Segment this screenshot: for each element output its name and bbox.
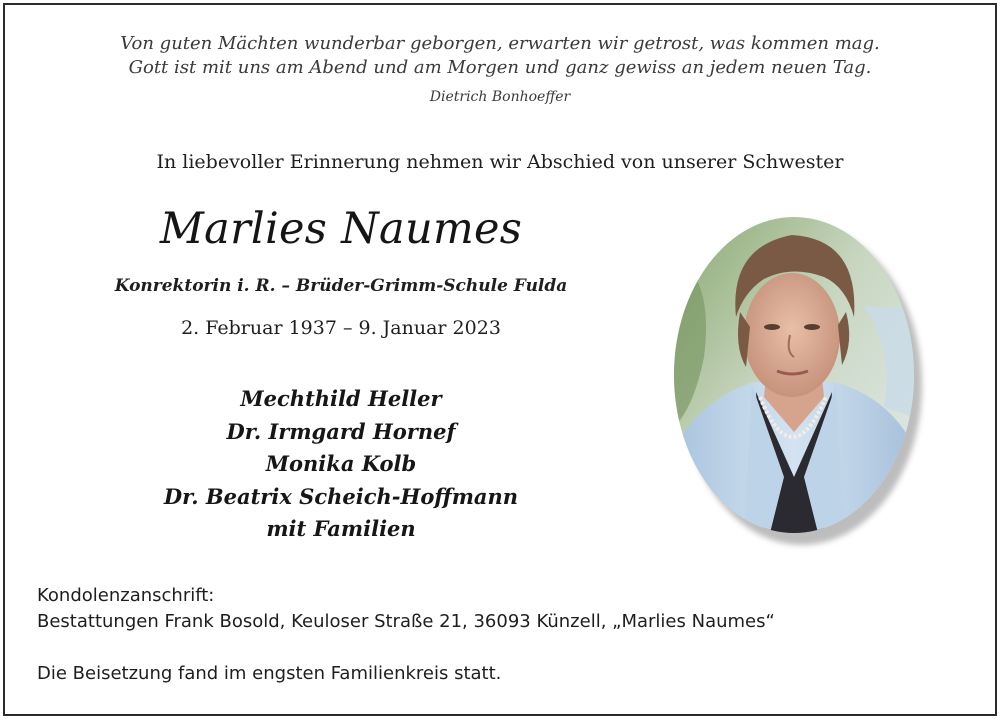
mourner-name: Monika Kolb — [265, 451, 417, 476]
life-dates: 2. Februar 1937 – 9. Januar 2023 — [181, 317, 501, 339]
mourner-families: mit Familien — [266, 516, 416, 541]
deceased-role: Konrektorin i. R. – Brüder-Grimm-Schule Fulda — [114, 276, 568, 296]
intro-text: In liebevoller Erinnerung nehmen wir Abschied von unserer Schwester — [156, 151, 844, 173]
condolence-address: Bestattungen Frank Bosold, Keuloser Straße 21, 36093 Künzell, „Marlies Naumes“ — [37, 611, 775, 632]
condolence-label: Kondolenzanschrift: — [37, 585, 215, 606]
burial-note: Die Beisetzung fand im engsten Familienkreis statt. — [37, 663, 502, 684]
mourner-name: Dr. Irmgard Hornef — [226, 418, 456, 444]
mourner-name: Mechthild Heller — [240, 386, 442, 411]
deceased-name: Marlies Naumes — [159, 204, 523, 254]
mourners-list — [100, 383, 582, 546]
mourner-name: Dr. Beatrix Scheich-Hoffmann — [163, 483, 519, 509]
portrait-photo — [674, 217, 914, 533]
quote-author: Dietrich Bonhoeffer — [429, 89, 571, 105]
bonhoeffer-quote — [0, 32, 1000, 80]
quote-line-2: Gott ist mit uns am Abend und am Morgen und ganz gewiss an jedem neuen Tag. — [128, 57, 872, 78]
quote-line-1: Von guten Mächten wunderbar geborgen, erwarten wir getrost, was kommen mag. — [120, 33, 880, 54]
